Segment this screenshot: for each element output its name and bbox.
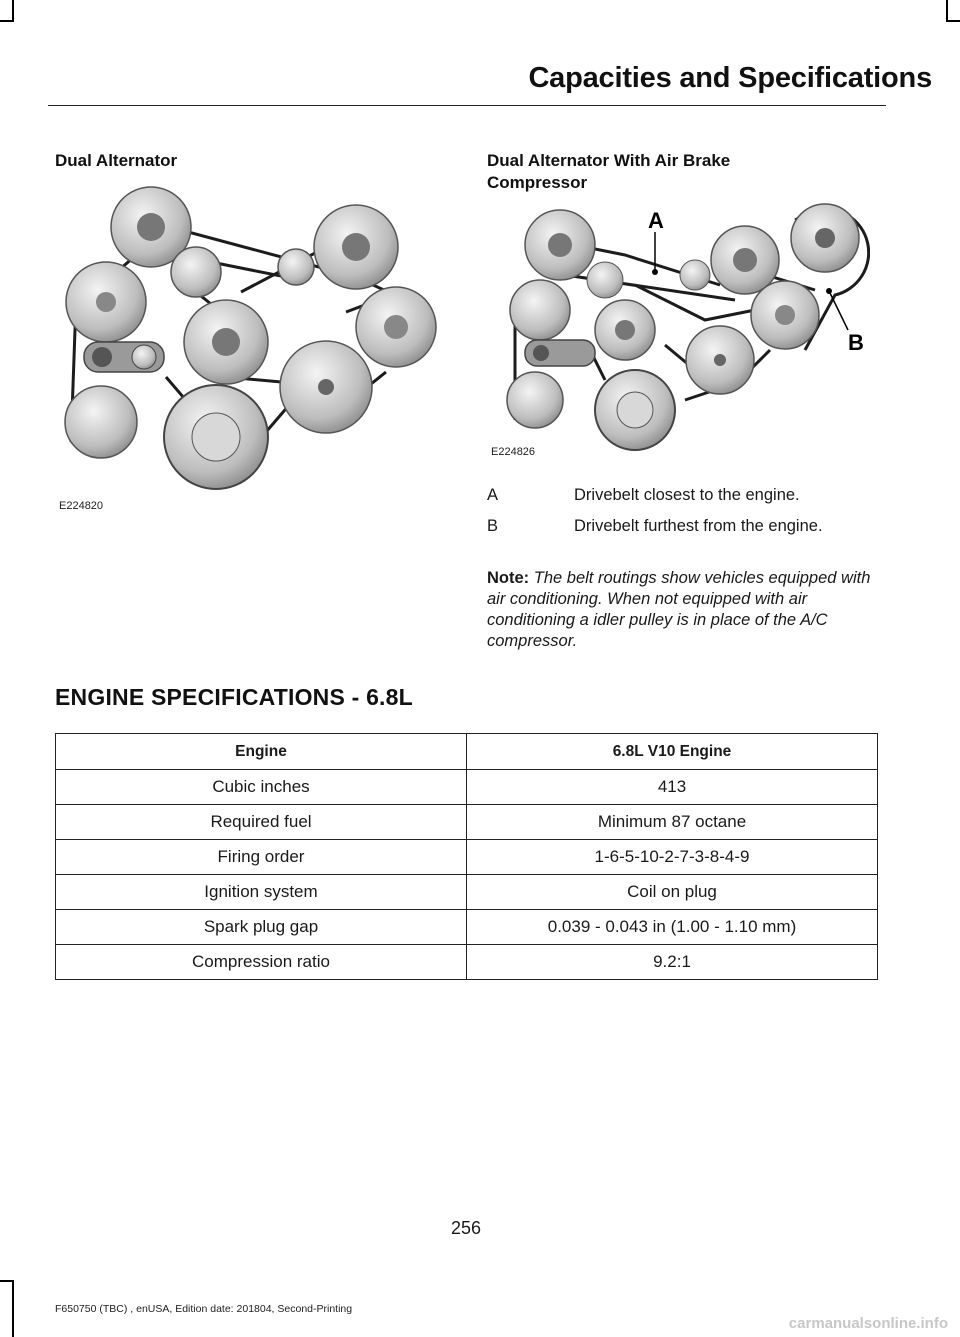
crop-mark — [12, 0, 14, 22]
table-cell: Ignition system — [56, 875, 467, 910]
crop-mark — [12, 1280, 14, 1337]
table-cell: Coil on plug — [467, 875, 878, 910]
table-cell: Required fuel — [56, 805, 467, 840]
note-label: Note: — [487, 569, 530, 587]
callout-key: A — [487, 486, 499, 504]
table-header-cell: Engine — [56, 734, 467, 770]
figure-right-heading: Dual Alternator With Air Brake Compressor — [487, 151, 731, 192]
table-cell: 0.039 - 0.043 in (1.00 - 1.10 mm) — [467, 910, 878, 945]
callout-text: Drivebelt closest to the engine. — [574, 486, 800, 504]
dual-alternator-air-brake-belt-diagram — [505, 200, 870, 455]
header-divider — [48, 105, 886, 106]
page-header-title: Capacities and Specifications — [528, 62, 932, 94]
table-cell: Firing order — [56, 840, 467, 875]
note-text: The belt routings show vehicles equipped with air conditioning. When not equipped with air conditioning a idler pulley is in place of the A/C compressor. — [487, 569, 871, 650]
table-row — [56, 875, 878, 910]
table-row — [56, 945, 878, 980]
callout-label-b: B — [848, 330, 864, 355]
page-number: 256 — [450, 1218, 482, 1238]
callout-text: Drivebelt furthest from the engine. — [574, 517, 823, 535]
watermark: carmanualsonline.info — [788, 1315, 948, 1332]
table-cell: Compression ratio — [56, 945, 467, 980]
section-title: ENGINE SPECIFICATIONS - 6.8L — [55, 684, 413, 710]
crop-mark — [946, 0, 948, 22]
table-cell: 9.2:1 — [467, 945, 878, 980]
table-cell: Cubic inches — [56, 770, 467, 805]
dual-alternator-belt-diagram — [56, 182, 456, 492]
footer-edition-info: F650750 (TBC) , enUSA, Edition date: 201804, Second-Printing — [55, 1303, 353, 1315]
table-row — [56, 910, 878, 945]
table-cell: Minimum 87 octane — [467, 805, 878, 840]
table-row — [56, 805, 878, 840]
figure-right-code: E224826 — [491, 446, 536, 458]
crop-mark — [0, 20, 14, 22]
table-row — [56, 840, 878, 875]
callout-label-a: A — [648, 208, 664, 233]
note-paragraph — [487, 568, 885, 652]
engine-spec-table — [55, 733, 878, 980]
table-header-cell: 6.8L V10 Engine — [467, 734, 878, 770]
table-row — [56, 770, 878, 805]
table-header-row — [56, 734, 878, 770]
figure-left-code: E224820 — [59, 500, 104, 512]
figure-left-heading: Dual Alternator — [55, 151, 178, 170]
table-cell: 413 — [467, 770, 878, 805]
callout-key: B — [487, 517, 499, 535]
crop-mark — [0, 1280, 14, 1282]
table-cell: 1-6-5-10-2-7-3-8-4-9 — [467, 840, 878, 875]
crop-mark — [946, 20, 960, 22]
table-cell: Spark plug gap — [56, 910, 467, 945]
